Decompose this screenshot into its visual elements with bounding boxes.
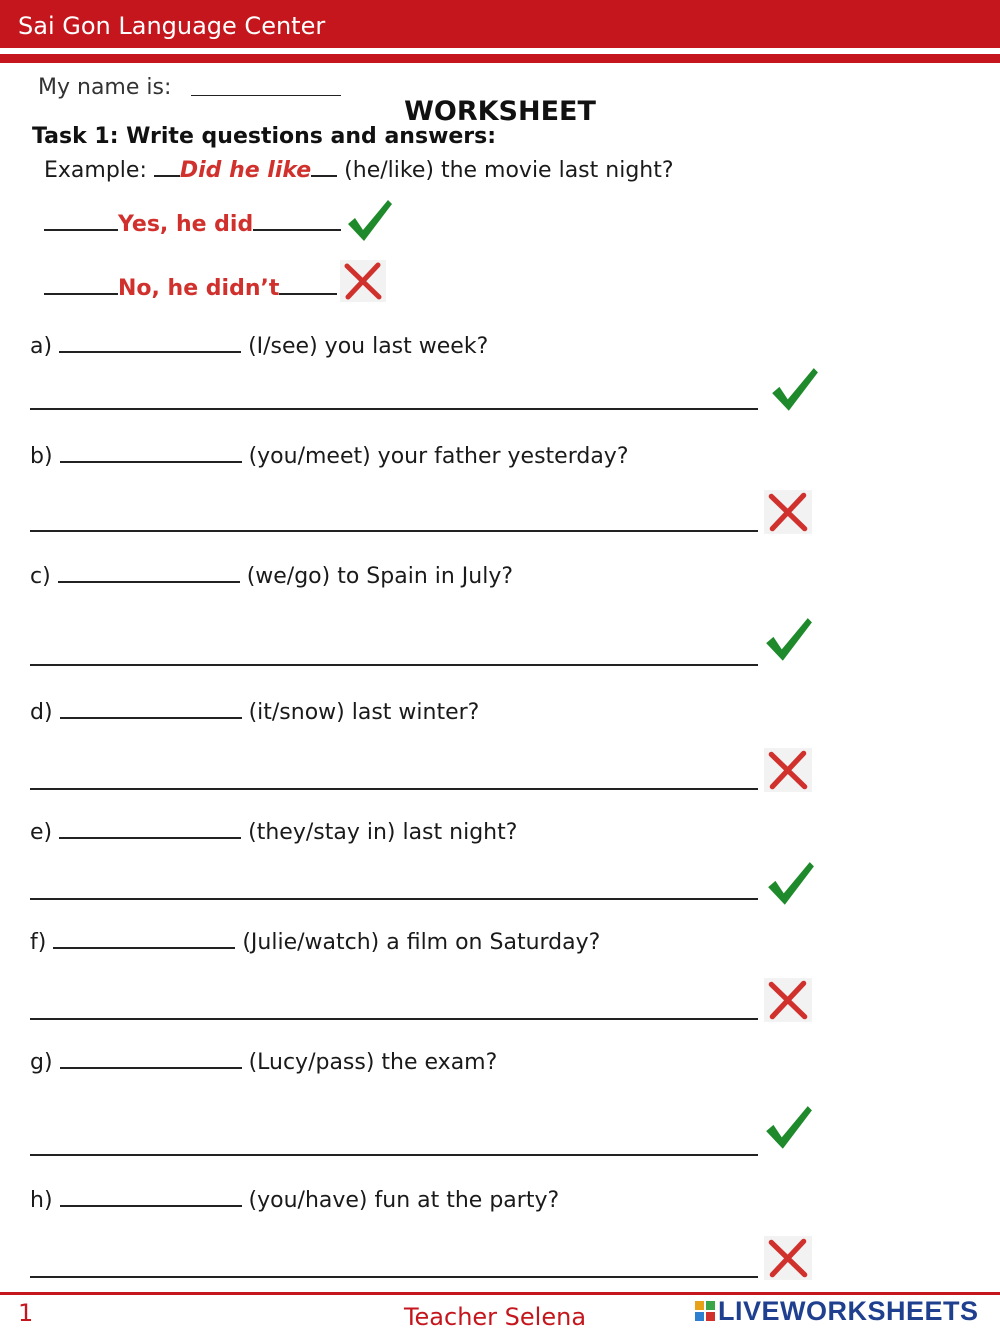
- question-letter: h): [30, 1188, 53, 1213]
- question-text: (you/meet) your father yesterday?: [248, 444, 629, 469]
- check-icon: [762, 1102, 814, 1154]
- example-prefix: Example:: [44, 158, 147, 183]
- name-label: My name is:: [38, 75, 172, 100]
- example-no: [44, 276, 337, 301]
- blank-line: [279, 277, 337, 295]
- question-text: (I/see) you last week?: [248, 334, 489, 359]
- question-blank[interactable]: [60, 445, 242, 463]
- cross-icon: [764, 1236, 812, 1280]
- question-text: (you/have) fun at the party?: [248, 1188, 560, 1213]
- check-icon: [344, 196, 394, 246]
- header-rule: [0, 54, 1000, 63]
- answer-line-e[interactable]: [30, 898, 758, 900]
- answer-line-h[interactable]: [30, 1276, 758, 1278]
- question-e: [30, 820, 517, 845]
- logo-icon: [694, 1300, 716, 1322]
- example-no-answer: No, he didn’t: [118, 276, 280, 301]
- question-blank[interactable]: [59, 821, 241, 839]
- question-g: [30, 1050, 497, 1075]
- answer-line-c[interactable]: [30, 664, 758, 666]
- question-h: [30, 1188, 559, 1213]
- question-letter: a): [30, 334, 53, 359]
- question-letter: d): [30, 700, 53, 725]
- answer-line-a[interactable]: [30, 408, 758, 410]
- blank-line: [44, 277, 118, 295]
- cross-icon: [340, 260, 386, 302]
- blank-line: [253, 213, 341, 231]
- check-icon: [768, 364, 820, 416]
- question-letter: b): [30, 444, 53, 469]
- worksheet-title: WORKSHEET: [404, 96, 596, 127]
- question-letter: f): [30, 930, 47, 955]
- question-text: (it/snow) last winter?: [248, 700, 480, 725]
- task-title: Task 1: Write questions and answers:: [32, 124, 497, 149]
- blank-line: [154, 159, 180, 177]
- question-blank[interactable]: [58, 565, 240, 583]
- page-number: 1: [18, 1299, 34, 1327]
- blank-line: [44, 213, 118, 231]
- center-name: Sai Gon Language Center: [18, 12, 326, 40]
- answer-line-b[interactable]: [30, 530, 758, 532]
- question-letter: g): [30, 1050, 53, 1075]
- question-a: [30, 334, 488, 359]
- cross-icon: [764, 748, 812, 792]
- question-letter: e): [30, 820, 53, 845]
- blank-line: [311, 159, 337, 177]
- example-yes-answer: Yes, he did: [118, 212, 254, 237]
- question-text: (Lucy/pass) the exam?: [248, 1050, 498, 1075]
- question-d: [30, 700, 479, 725]
- answer-line-d[interactable]: [30, 788, 758, 790]
- logo-text: LIVEWORKSHEETS: [718, 1295, 979, 1326]
- example-answer: Did he like: [179, 158, 312, 183]
- question-blank[interactable]: [59, 335, 241, 353]
- liveworksheets-logo[interactable]: [694, 1294, 979, 1328]
- question-blank[interactable]: [53, 931, 235, 949]
- question-f: [30, 930, 600, 955]
- teacher-name: Teacher Selena: [403, 1303, 587, 1331]
- example-yes: [44, 212, 341, 237]
- answer-line-g[interactable]: [30, 1154, 758, 1156]
- example-question: [44, 158, 674, 183]
- question-text: (Julie/watch) a film on Saturday?: [242, 930, 601, 955]
- check-icon: [762, 614, 814, 666]
- example-text: (he/like) the movie last night?: [344, 158, 674, 183]
- check-icon: [764, 858, 816, 910]
- cross-icon: [764, 490, 812, 534]
- question-b: [30, 444, 629, 469]
- question-blank[interactable]: [60, 1051, 242, 1069]
- answer-line-f[interactable]: [30, 1018, 758, 1020]
- question-letter: c): [30, 564, 51, 589]
- question-blank[interactable]: [60, 1189, 242, 1207]
- question-c: [30, 564, 513, 589]
- question-text: (they/stay in) last night?: [248, 820, 518, 845]
- question-text: (we/go) to Spain in July?: [246, 564, 514, 589]
- question-blank[interactable]: [60, 701, 242, 719]
- cross-icon: [764, 978, 812, 1022]
